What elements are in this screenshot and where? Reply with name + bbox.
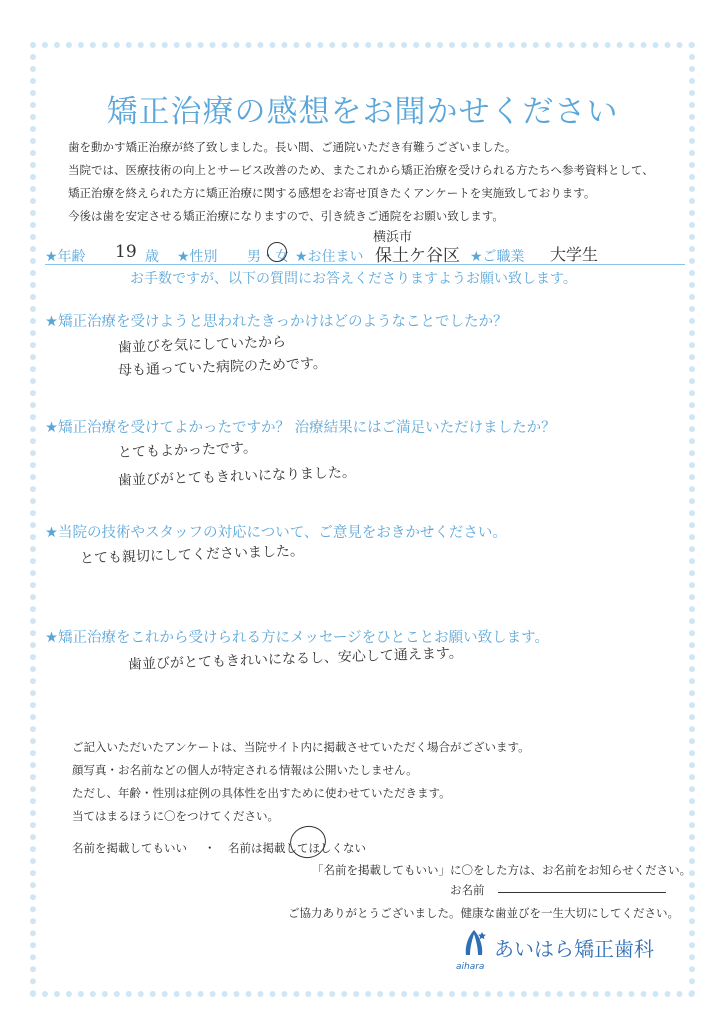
job-value: 大学生 xyxy=(550,245,599,264)
intro-line: 今後は歯を安定させる矯正治療になりますので、引き続きご通院をお願い致します。 xyxy=(68,209,504,223)
question-4: ★矯正治療をこれから受けられる方にメッセージをひとことお願い致します。 xyxy=(45,630,549,646)
intro-line: 歯を動かす矯正治療が終了致しました。長い間、ご通院いただき有難うございました。 xyxy=(68,140,517,154)
consent-option-no: 名前は掲載してほしくない xyxy=(228,841,366,855)
answer-2-line-2: 歯並びがとてもきれいになりました。 xyxy=(117,464,357,489)
note-line: 当てはまるほうに〇をつけてください。 xyxy=(72,809,279,823)
answer-1-line-2: 母も通っていた病院のためです。 xyxy=(117,355,328,379)
question-1: ★矯正治療を受けようと思われたきっかけはどのようなことでしたか？ xyxy=(45,314,508,330)
consent-option-yes: 名前を掲載してもいい xyxy=(72,841,187,855)
profile-row xyxy=(45,230,685,266)
name-label: お名前 xyxy=(450,883,485,897)
answer-1-line-1: 歯並びを気にしていたから xyxy=(117,334,287,356)
address-ward: 保土ケ谷区 xyxy=(375,246,460,266)
note-line: ただし、年齢・性別は症例の具体性を出すために使わせていただきます。 xyxy=(72,786,451,800)
answer-2-line-1: とてもよかったです。 xyxy=(117,440,258,461)
notes xyxy=(72,736,530,828)
answer-3-line-1: とても親切にしてくださいました。 xyxy=(79,543,305,567)
page-title: 矯正治療の感想をお聞かせください xyxy=(106,94,619,130)
intro-line: 当院では、医療技術の向上とサービス改善のため、またこれから矯正治療を受けられる方たちへ参考資料として、 xyxy=(68,163,654,177)
answer-4-line-1: 歯並びがとてもきれいになるし、安心して通えます。 xyxy=(127,645,464,673)
note-line: ご記入いただいたアンケートは、当院サイト内に掲載させていただく場合がございます。 xyxy=(72,740,530,754)
logo-roman: aihara xyxy=(456,962,485,972)
address-city: 横浜市 xyxy=(373,230,413,245)
job-label: ★ご職業 xyxy=(470,249,525,265)
intro-line: 矯正治療を終えられた方に矯正治療に関する感想をお寄せ頂きたくアンケートを実施致しております。 xyxy=(68,186,596,200)
age-unit: 歳 xyxy=(145,249,159,265)
question-2: ★矯正治療を受けてよかったですか？ 治療結果にはご満足いただけましたか？ xyxy=(45,420,556,436)
thanks-text: ご協力ありがとうございました。健康な歯並びを一生大切にしてください。 xyxy=(288,906,679,920)
note-line: 顔写真・お名前などの個人が特定される情報は公開いたしません。 xyxy=(72,763,418,777)
age-value: 19 xyxy=(115,242,137,262)
name-line xyxy=(498,892,666,893)
request-text: お手数ですが、以下の質問にお答えくださりますようお願い致します。 xyxy=(130,271,577,287)
logo-name: あいはら矯正歯科 xyxy=(494,937,654,961)
question-3: ★当院の技術やスタッフの対応について、ご意見をおきかせください。 xyxy=(45,525,507,541)
logo-icon xyxy=(462,928,486,956)
consent-instruction: 「名前を掲載してもいい」に〇をした方は、お名前をお知らせください。 xyxy=(312,863,692,877)
address-label: ★お住まい xyxy=(295,249,364,265)
age-label: ★年齢 xyxy=(45,249,86,265)
sex-label: ★性別 xyxy=(177,249,218,265)
consent-separator: ・ xyxy=(204,841,216,855)
intro-text xyxy=(68,136,654,228)
sex-options: 男・女 xyxy=(247,249,289,265)
sex-circle xyxy=(267,242,287,262)
